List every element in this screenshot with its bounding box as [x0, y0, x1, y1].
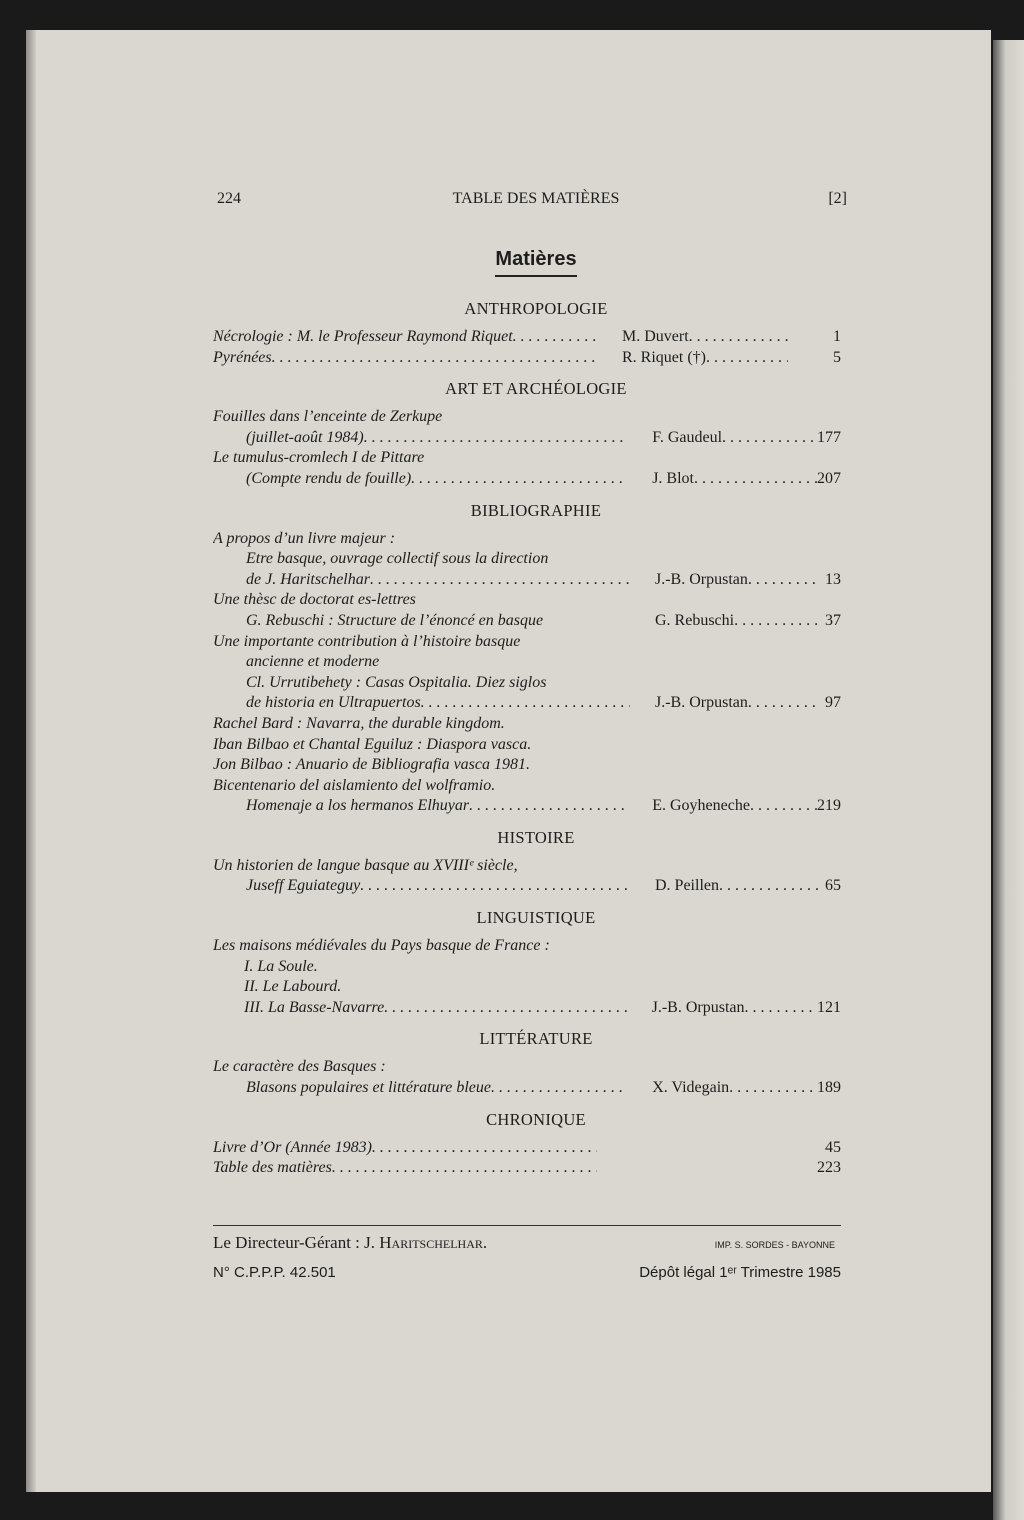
entry-author — [622, 714, 788, 735]
section-heading: CHRONIQUE — [486, 1109, 586, 1129]
toc-line — [213, 693, 841, 714]
entry-title — [213, 549, 630, 570]
entry-title-text: de historia en Ultrapuertos — [246, 694, 421, 712]
entry-page — [821, 652, 841, 673]
entry-title-text: Les maisons médiévales du Pays basque de France : — [213, 937, 550, 955]
page-number: 224 — [217, 190, 241, 207]
toc-line — [213, 776, 841, 797]
entry-page — [788, 407, 841, 428]
entry-title-text: Le caractère des Basques : — [213, 1058, 386, 1076]
entry-page: 37 — [825, 611, 841, 629]
toc-line — [213, 632, 841, 653]
toc-line — [213, 856, 841, 877]
entry-title-text: Nécrologie : M. le Professeur Raymond Riquet — [213, 328, 513, 345]
entry-title-text: Cl. Urrutibehety : Casas Ospitalia. Diez siglos — [246, 673, 547, 691]
toc-line — [213, 549, 841, 570]
entry-page: 189 — [817, 1079, 841, 1097]
entry-author — [655, 570, 821, 591]
entry-page: 207 — [817, 469, 841, 487]
entry-author — [622, 632, 788, 653]
toc-line — [213, 876, 841, 897]
dot-leader — [694, 469, 817, 490]
entry-page — [788, 755, 841, 776]
entry-title-text: Une thèsc de doctorat es-lettres — [213, 591, 416, 609]
dot-leader — [421, 693, 630, 714]
entry-author — [622, 755, 788, 776]
entry-page: 97 — [825, 694, 841, 712]
entry-title — [213, 348, 597, 369]
entry-title — [213, 1158, 597, 1179]
entry-title-text: II. Le Labourd. — [244, 978, 342, 996]
dot-leader — [745, 998, 818, 1019]
entry-title — [213, 632, 597, 653]
entry-title — [213, 977, 628, 998]
entry-page — [788, 936, 841, 957]
entry-author — [622, 776, 788, 797]
author-name: E. Goyheneche — [652, 797, 750, 815]
toc-line — [213, 1057, 841, 1078]
entry-page — [788, 1057, 841, 1078]
dot-leader — [332, 1158, 597, 1179]
entry-title-text: Fouilles dans l’enceinte de Zerkupe — [213, 408, 443, 426]
section-heading: LITTÉRATURE — [479, 1029, 593, 1049]
entry-page — [788, 448, 841, 469]
entry-author — [652, 1078, 817, 1099]
entry-title-text: Table des matières — [213, 1159, 332, 1177]
toc-line — [213, 469, 841, 490]
entry-page: 1 — [833, 328, 841, 345]
entry-page — [788, 735, 841, 756]
entry-title — [213, 876, 630, 897]
author-name: G. Rebuschi — [655, 611, 735, 629]
toc-line — [213, 998, 841, 1019]
entry-author — [622, 590, 788, 611]
dot-leader — [748, 693, 821, 714]
entry-author — [622, 348, 788, 369]
entry-page — [788, 776, 841, 797]
entry-title-text: G. Rebuschi : Structure de l’énoncé en basque — [246, 611, 544, 629]
dot-leader — [750, 796, 817, 817]
dot-leader — [370, 570, 630, 591]
entry-title — [213, 936, 597, 957]
dot-leader — [469, 796, 627, 817]
entry-title — [213, 856, 597, 877]
entry-title — [213, 755, 597, 776]
entry-page: 45 — [825, 1138, 841, 1156]
author-name: D. Peillen — [655, 877, 719, 895]
running-title: TABLE DES MATIÈRES — [452, 190, 620, 207]
entry-author — [622, 1138, 788, 1159]
entry-author — [622, 448, 788, 469]
entry-title — [213, 1078, 627, 1099]
entry-title — [213, 1138, 597, 1159]
entry-title-text: (Compte rendu de fouille) — [246, 469, 412, 487]
entry-page — [788, 714, 841, 735]
author-name: R. Riquet (†) — [622, 348, 706, 366]
toc-line — [213, 652, 841, 673]
toc-line — [213, 735, 841, 756]
entry-page: 177 — [817, 428, 841, 446]
entry-title-text: de J. Haritschelhar — [246, 570, 370, 588]
dot-leader — [491, 1078, 627, 1099]
entry-title-text: Un historien de langue basque au XVIIIᵉ siècle, — [213, 856, 518, 874]
entry-author — [653, 977, 819, 998]
dot-leader — [729, 1078, 817, 1099]
entry-author — [622, 407, 788, 428]
dot-leader — [364, 428, 627, 449]
entry-author — [652, 428, 817, 449]
entry-title — [213, 714, 597, 735]
dot-leader — [734, 611, 821, 632]
entry-page: 223 — [817, 1159, 841, 1177]
entry-page: 13 — [825, 570, 841, 588]
entry-author — [622, 735, 788, 756]
entry-title — [213, 570, 630, 591]
entry-title-text: Livre d’Or (Année 1983) — [213, 1138, 372, 1156]
footer-director — [213, 1233, 841, 1253]
entry-title — [213, 776, 597, 797]
entry-author — [655, 549, 821, 570]
dot-leader — [384, 998, 626, 1019]
dot-leader — [360, 876, 630, 897]
entry-page — [821, 549, 841, 570]
toc-line — [213, 590, 841, 611]
entry-author — [653, 957, 819, 978]
entry-title — [213, 611, 630, 632]
toc-line — [213, 1138, 841, 1159]
section-heading: LINGUISTIQUE — [476, 908, 596, 928]
toc-line — [213, 327, 841, 348]
entry-title-text: Bicentenario del aislamiento del wolframio. — [213, 776, 496, 794]
entry-author — [655, 652, 821, 673]
toc-line — [213, 428, 841, 449]
entry-title-text: A propos d’un livre majeur : — [213, 529, 396, 547]
author-name: F. Gaudeul — [652, 428, 723, 446]
entry-title-text: III. La Basse-Navarre — [244, 998, 385, 1016]
entry-title — [213, 998, 627, 1019]
entry-title — [213, 590, 597, 611]
running-header — [213, 190, 847, 210]
toc-line — [213, 755, 841, 776]
director-name: Haritschelhar. — [379, 1233, 488, 1252]
entry-title-text: Pyrénées — [213, 348, 272, 366]
entry-page: 5 — [833, 348, 841, 366]
page-title — [213, 248, 859, 277]
entry-title-text: Rachel Bard : Navarra, the durable kingdom. — [213, 714, 505, 732]
entry-title — [213, 428, 627, 449]
entry-author — [655, 611, 821, 632]
dot-leader — [706, 348, 788, 369]
entry-title — [213, 327, 597, 348]
entry-author — [652, 469, 817, 490]
toc-line — [213, 673, 841, 694]
entry-author — [622, 327, 788, 348]
toc-line — [213, 1158, 841, 1179]
entry-title-text: Iban Bilbao et Chantal Eguiluz : Diaspora vasca. — [213, 735, 532, 753]
entry-title — [213, 1057, 597, 1078]
entry-title — [213, 673, 630, 694]
toc-line — [213, 714, 841, 735]
entry-title — [213, 796, 627, 817]
entry-title — [213, 529, 597, 550]
page-title-text: Matières — [495, 248, 576, 277]
folio: [2] — [828, 190, 847, 207]
entry-title — [213, 448, 597, 469]
toc-line — [213, 936, 841, 957]
toc-line — [213, 957, 841, 978]
entry-title — [213, 735, 597, 756]
author-name: J.-B. Orpustan — [651, 998, 745, 1016]
director-label: Le Directeur-Gérant : J. — [213, 1233, 380, 1252]
section-heading: ANTHROPOLOGIE — [464, 299, 608, 318]
toc-line — [213, 348, 841, 369]
entry-title-text: Homenaje a los hermanos Elhuyar — [246, 797, 470, 815]
dot-leader — [272, 348, 597, 369]
entry-title — [213, 957, 628, 978]
entry-title-text: (juillet-août 1984) — [246, 428, 364, 446]
toc-line — [213, 407, 841, 428]
entry-page — [819, 977, 841, 998]
author-name: X. Videgain — [652, 1079, 730, 1097]
section-heading: HISTOIRE — [497, 827, 575, 847]
author-name: J.-B. Orpustan — [655, 570, 748, 588]
entry-page — [788, 529, 841, 550]
toc-line — [213, 977, 841, 998]
author-name: J.-B. Orpustan — [655, 694, 748, 712]
entry-title-text: Une importante contribution à l’histoire basque — [213, 632, 521, 650]
section-heading: ART ET ARCHÉOLOGIE — [445, 379, 627, 399]
entry-title-text: Blasons populaires et littérature bleue — [246, 1079, 492, 1097]
sections — [213, 297, 841, 1179]
entry-title — [213, 652, 630, 673]
facing-page-edge — [993, 40, 1024, 1520]
toc-line — [213, 529, 841, 550]
page-left-edge — [26, 30, 36, 1492]
entry-author — [622, 529, 788, 550]
entry-author — [622, 1158, 788, 1179]
entry-page — [821, 673, 841, 694]
toc-line — [213, 611, 841, 632]
entry-page — [788, 856, 841, 877]
legal-deposit: Dépôt légal 1ᵉʳ Trimestre 1985 — [639, 1264, 841, 1281]
entry-page: 65 — [825, 877, 841, 895]
dot-leader — [372, 1138, 597, 1159]
entry-page — [788, 590, 841, 611]
entry-page — [819, 957, 841, 978]
dot-leader — [411, 469, 627, 490]
entry-title-text: Jon Bilbao : Anuario de Bibliografia vasca 1981. — [213, 756, 531, 774]
cppp-number: N° C.P.P.P. 42.501 — [213, 1264, 336, 1281]
entry-title — [213, 693, 630, 714]
entry-page — [788, 632, 841, 653]
dot-leader — [689, 327, 788, 348]
toc-line — [213, 796, 841, 817]
entry-title-text: ancienne et moderne — [246, 653, 380, 671]
dot-leader — [722, 428, 817, 449]
entry-author — [622, 1057, 788, 1078]
entry-title-text: Etre basque, ouvrage collectif sous la direction — [246, 550, 549, 568]
entry-author — [652, 998, 817, 1019]
entry-title — [213, 469, 627, 490]
author-name: J. Blot — [652, 469, 694, 487]
toc-line — [213, 448, 841, 469]
toc-line — [213, 1078, 841, 1099]
entry-author — [655, 673, 821, 694]
dot-leader — [513, 327, 597, 348]
entry-author — [652, 796, 817, 817]
entry-author — [622, 936, 788, 957]
entry-title — [213, 407, 597, 428]
entry-page: 121 — [817, 998, 841, 1016]
author-name: M. Duvert — [622, 328, 689, 345]
dot-leader — [748, 570, 821, 591]
entry-author — [655, 693, 821, 714]
section-heading: BIBLIOGRAPHIE — [470, 500, 602, 520]
entry-title-text: Juseff Eguiateguy — [246, 877, 361, 895]
entry-author — [622, 856, 788, 877]
entry-author — [655, 876, 821, 897]
toc-line — [213, 570, 841, 591]
footer-divider — [213, 1225, 841, 1226]
printer-imprint: IMP. S. SORDES - BAYONNE — [714, 1240, 835, 1250]
entry-page: 219 — [817, 797, 841, 815]
dot-leader — [719, 876, 821, 897]
entry-title-text: Le tumulus-cromlech I de Pittare — [213, 449, 425, 467]
entry-title-text: I. La Soule. — [244, 957, 318, 975]
footer-legal — [213, 1264, 841, 1281]
